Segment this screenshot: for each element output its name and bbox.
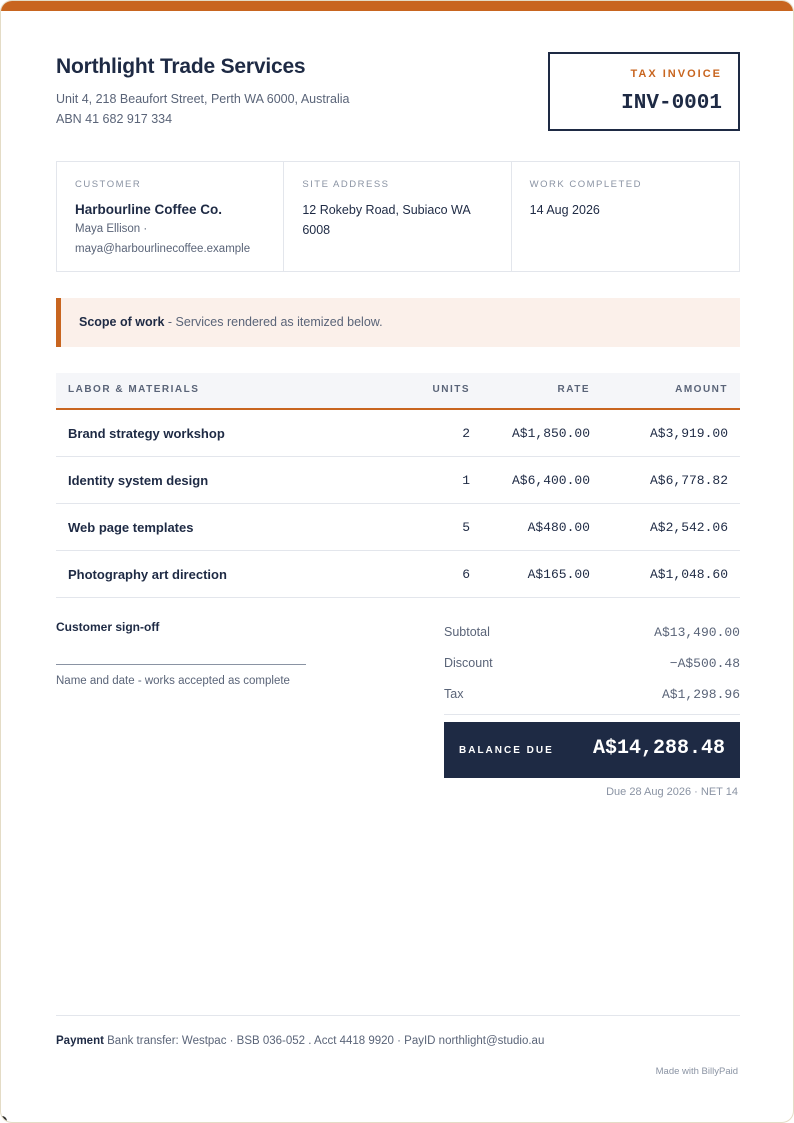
customer-contact: Maya Ellison · — [75, 223, 148, 235]
site-label: SITE ADDRESS — [302, 179, 390, 190]
totals-block — [444, 621, 740, 715]
customer-cell — [57, 162, 284, 271]
row-amount: A$3,919.00 — [649, 426, 728, 441]
footer-divider — [56, 1015, 740, 1016]
table-row — [56, 504, 740, 551]
subtotal-row — [444, 621, 740, 652]
row-rate: A$480.00 — [527, 520, 590, 535]
company-name: Northlight Trade Services — [56, 55, 306, 78]
row-description: Web page templates — [68, 520, 194, 535]
scope-title: Scope of work — [79, 315, 165, 329]
site-cell — [284, 162, 511, 271]
header-units: UNITS — [432, 384, 470, 395]
due-date: Due 28 Aug 2026 · NET 14 — [606, 786, 738, 798]
customer-label: CUSTOMER — [75, 179, 142, 190]
invoice-id-box — [548, 52, 740, 131]
discount-row — [444, 652, 740, 683]
tax-row — [444, 683, 740, 715]
row-amount: A$6,778.82 — [649, 473, 728, 488]
payment-details: Bank transfer: Westpac · BSB 036-052 . Acct 4418 9920 · PayID northlight@studio.au — [103, 1035, 545, 1047]
row-description: Identity system design — [68, 473, 209, 488]
subtotal-label: Subtotal — [444, 625, 490, 639]
completed-label: WORK COMPLETED — [529, 179, 642, 190]
balance-due-label: BALANCE DUE — [459, 745, 554, 756]
invoice-number: INV-0001 — [621, 92, 722, 115]
header-rate: RATE — [557, 384, 590, 395]
company-address: Unit 4, 218 Beaufort Street, Perth WA 6000, Australia — [56, 92, 350, 106]
made-with-credit: Made with BillyPaid — [655, 1066, 738, 1077]
balance-due-value: A$14,288.48 — [592, 737, 725, 760]
line-items-table — [56, 373, 740, 598]
completed-date: 14 Aug 2026 — [529, 203, 600, 217]
signoff-title: Customer sign-off — [56, 620, 160, 634]
discount-label: Discount — [444, 656, 493, 670]
row-amount: A$1,048.60 — [649, 567, 728, 582]
row-rate: A$1,850.00 — [511, 426, 590, 441]
subtotal-value: A$13,490.00 — [654, 625, 740, 640]
table-row — [56, 551, 740, 598]
scope-banner — [56, 298, 740, 347]
payment-info — [56, 1035, 544, 1047]
site-address-line1: 12 Rokeby Road, Subiaco WA — [302, 203, 471, 217]
row-units: 2 — [462, 426, 470, 441]
balance-due-box — [444, 722, 740, 778]
row-amount: A$2,542.06 — [649, 520, 728, 535]
customer-name: Harbourline Coffee Co. — [75, 202, 223, 217]
tax-value: A$1,298.96 — [661, 687, 740, 702]
row-units: 5 — [462, 520, 470, 535]
header-description: LABOR & MATERIALS — [68, 384, 200, 395]
table-header — [56, 373, 740, 410]
payment-label: Payment — [56, 1035, 104, 1047]
signoff-note: Name and date - works accepted as complete — [56, 675, 290, 687]
row-rate: A$165.00 — [527, 567, 590, 582]
row-units: 1 — [462, 473, 470, 488]
company-abn: ABN 41 682 917 334 — [56, 112, 173, 126]
header-amount: AMOUNT — [675, 384, 728, 395]
table-row — [56, 457, 740, 504]
info-grid — [56, 161, 740, 272]
row-rate: A$6,400.00 — [511, 473, 590, 488]
discount-value: −A$500.48 — [669, 656, 740, 671]
accent-top-bar — [1, 1, 793, 11]
scope-text: - Services rendered as itemized below. — [164, 315, 383, 329]
site-address-line2: 6008 — [302, 223, 331, 237]
completed-cell — [512, 162, 739, 271]
row-description: Brand strategy workshop — [68, 426, 225, 441]
signature-line[interactable] — [56, 664, 306, 665]
row-units: 6 — [462, 567, 470, 582]
row-description: Photography art direction — [68, 567, 227, 582]
tax-label: Tax — [444, 687, 464, 701]
customer-email: maya@harbourlinecoffee.example — [75, 243, 251, 255]
invoice-type-label: TAX INVOICE — [630, 68, 722, 80]
corner-marker — [0, 1116, 7, 1123]
table-row — [56, 410, 740, 457]
